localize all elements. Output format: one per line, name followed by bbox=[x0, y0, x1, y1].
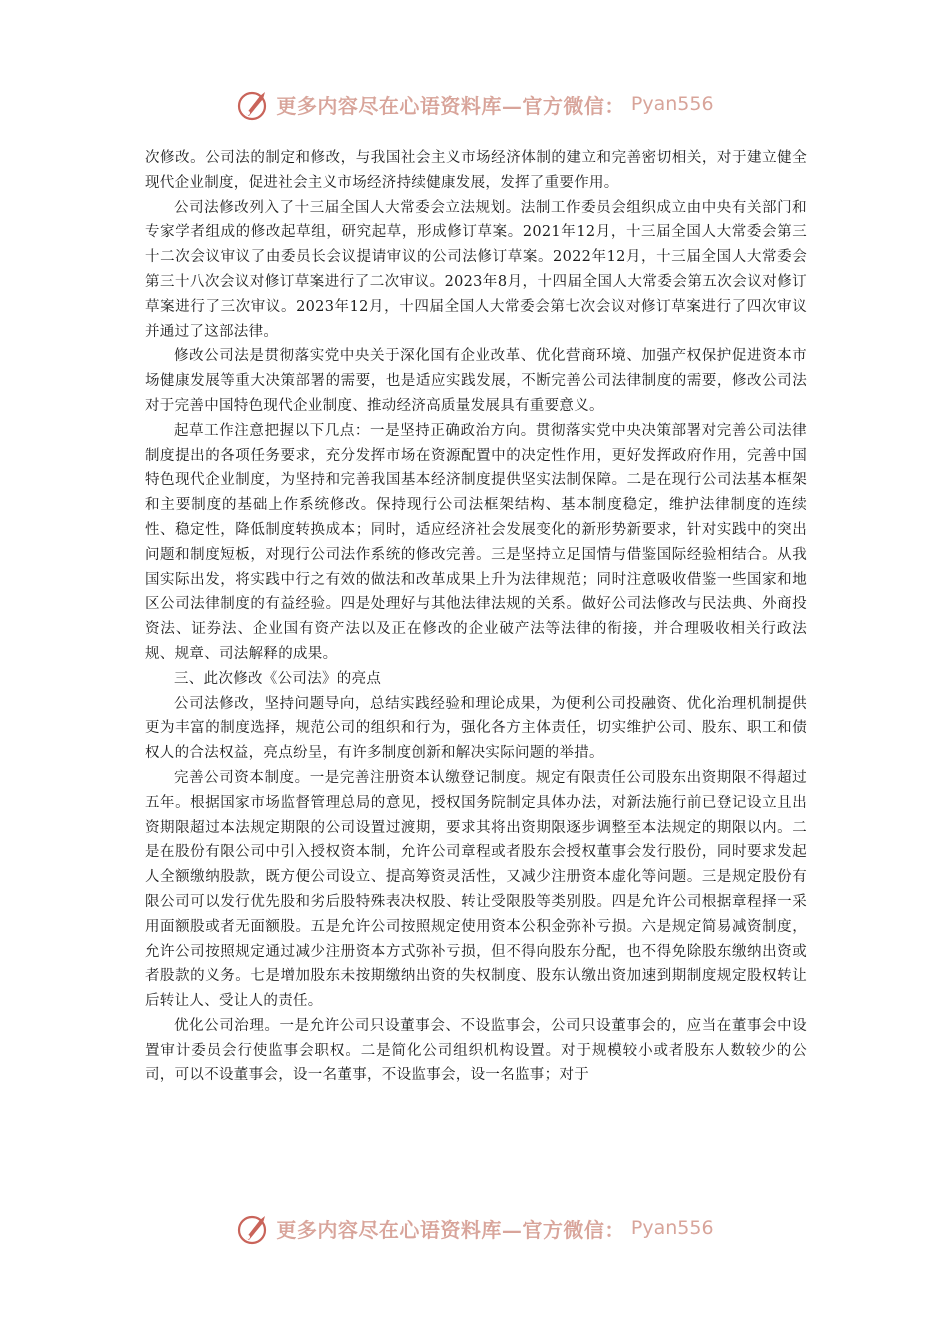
watermark-text: 更多内容尽在心语资料库—官方微信： bbox=[276, 1217, 625, 1242]
pen-nib-logo-icon bbox=[236, 86, 272, 122]
paragraph: 完善公司资本制度。一是完善注册资本认缴登记制度。规定有限责任公司股东出资期限不得超过五年。根据国家市场监督管理总局的意见，授权国务院制定具体办法，对新法施行前已登记设立且出资期限超过本法规定期限的公司设置过渡期，要求其将出资期限逐步调整至本法规定的期限以内。二是在股份有限公司中引入授权资本制，允许公司章程或者股东会授权董事会发行股份，同时要求发起人全额缴纳股款，既方便公司设立、提高筹资灵活性，又减少注册资本虚化等问题。三是规定股份有限公司可以发行优先股和劣后股特殊表决权股、转让受限股等类别股。四是允许公司根据章程择一采用面额股或者无面额股。五是允许公司按照规定使用资本公积金弥补亏损。六是规定简易减资制度，允许公司按照规定通过减少注册资本方式弥补亏损，但不得向股东分配，也不得免除股东缴纳出资或者股款的义务。七是增加股东未按期缴纳出资的失权制度、股东认缴出资加速到期制度规定股权转让后转让人、受让人的责任。 bbox=[145, 769, 807, 1010]
wechat-id: Pyan556 bbox=[630, 93, 714, 115]
pen-nib-logo-icon bbox=[236, 1210, 272, 1246]
watermark-text: 更多内容尽在心语资料库—官方微信： bbox=[276, 93, 625, 118]
paragraph: 起草工作注意把握以下几点：一是坚持正确政治方向。贯彻落实党中央决策部署对完善公司法律制度提出的各项任务要求，充分发挥市场在资源配置中的决定性作用，更好发挥政府作用，完善中国特色现代企业制度，为坚持和完善我国基本经济制度提供坚实法制保障。二是在现行公司法基本框架和主要制度的基础上作系统修改。保持现行公司法框架结构、基本制度稳定，维护法律制度的连续性、稳定性，降低制度转换成本；同时，适应经济社会发展变化的新形势新要求，针对实践中的突出问题和制度短板，对现行公司法作系统的修改完善。三是坚持立足国情与借鉴国际经验相结合。从我国实际出发，将实践中行之有效的做法和改革成果上升为法律规范；同时注意吸收借鉴一些国家和地区公司法律制度的有益经验。四是处理好与其他法律法规的关系。做好公司法修改与民法典、外商投资法、证券法、企业国有资产法以及正在修改的企业破产法等法律的衔接，并合理吸收相关行政法规、规章、司法解释的成果。 bbox=[145, 422, 807, 662]
paragraph: 次修改。公司法的制定和修改，与我国社会主义市场经济体制的建立和完善密切相关，对于建立健全现代企业制度，促进社会主义市场经济持续健康发展，发挥了重要作用。 bbox=[145, 150, 807, 191]
paragraph: 公司法修改，坚持问题导向，总结实践经验和理论成果，为便利公司投融资、优化治理机制提供更为丰富的制度选择，规范公司的组织和行为，强化各方主体责任，切实维护公司、股东、职工和债权人的合法权益，亮点纷呈，有许多制度创新和解决实际问题的举措。 bbox=[145, 695, 807, 762]
section-heading: 三、此次修改《公司法》的亮点 bbox=[174, 670, 382, 687]
paragraph: 优化公司治理。一是允许公司只设董事会、不设监事会，公司只设董事会的，应当在董事会中设置审计委员会行使监事会职权。二是简化公司组织机构设置。对于规模较小或者股东人数较少的公司，可以不设董事会，设一名董事，不设监事会，设一名监事；对于 bbox=[145, 1017, 807, 1084]
footer-watermark bbox=[0, 1208, 950, 1248]
paragraph: 公司法修改列入了十三届全国人大常委会立法规划。法制工作委员会组织成立由中央有关部门和专家学者组成的修改起草组，研究起草，形成修订草案。2021年12月，十三届全国人大常委会第三十二次会议审议了由委员长会议提请审议的公司法修订草案。2022年12月，十三届全国人大常委会第三十八次会议对修订草案进行了二次审议。2023年8月，十四届全国人大常委会第五次会议对修订草案进行了三次审议。2023年12月，十四届全国人大常委会第七次会议对修订草案进行了四次审议并通过了这部法律。 bbox=[145, 199, 807, 340]
header-watermark bbox=[0, 84, 950, 124]
paragraph: 修改公司法是贯彻落实党中央关于深化国有企业改革、优化营商环境、加强产权保护促进资本市场健康发展等重大决策部署的需要，也是适应实践发展，不断完善公司法律制度的需要，修改公司法对于完善中国特色现代企业制度、推动经济高质量发展具有重要意义。 bbox=[145, 348, 807, 414]
document-body bbox=[145, 146, 807, 1088]
wechat-id: Pyan556 bbox=[630, 1217, 714, 1239]
